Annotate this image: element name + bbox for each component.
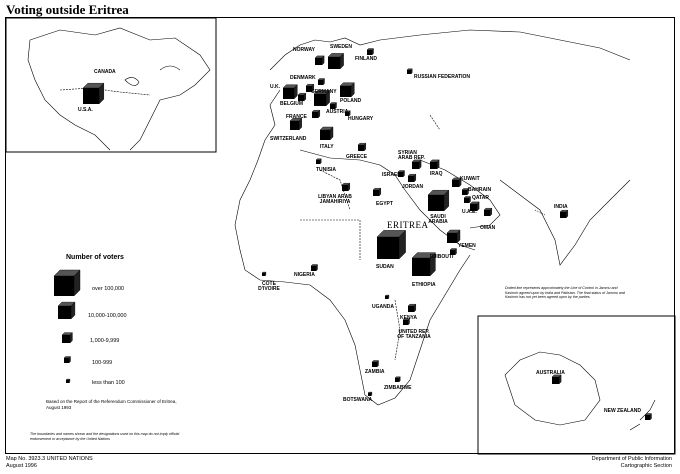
symbol-cote-divoire [262,272,266,276]
legend-label-3: 1,000-9,999 [90,338,120,344]
symbol-italy [320,127,333,140]
label-syria: SYRIAN ARAB REP. [398,150,425,161]
map-title: Voting outside Eritrea [6,2,129,17]
legend-symbol-1 [54,270,80,296]
label-norway: NORWAY [293,47,315,53]
symbol-zambia [372,361,379,368]
legend-title: Number of voters [66,254,124,261]
label-ethiopia: ETHIOPIA [412,282,436,288]
symbol-norway [315,56,324,65]
legend-symbol-3 [62,333,72,343]
symbol-saudi-arabia [428,190,449,211]
symbol-france [290,118,302,130]
label-cote-divoire: COTE D'IVOIRE [258,281,280,292]
label-sudan: SUDAN [376,264,394,270]
label-egypt: EGYPT [376,201,393,207]
legend-symbol-2 [58,302,75,319]
label-usa: U.S.A. [78,107,93,113]
symbol-switzerland [312,110,320,118]
label-poland: POLAND [340,98,362,104]
symbol-greece [358,143,366,151]
symbol-denmark [318,79,325,86]
kashmir-note: Dotted line represents approximately the Line of Control in Jammu and Kashmir agreed upon by India and Pakistan. The final status of Jammu and Kashmir has not yet been agreed upon by the parties. [505,286,625,300]
label-italy: ITALY [320,144,334,150]
label-austria: AUSTRIA [326,109,349,115]
symbol-syria [412,160,421,169]
symbol-oman [484,208,492,216]
legend-symbol-4 [64,357,71,364]
label-france: FRANCE [286,114,307,120]
label-saudi-arabia: SAUDI ARABIA [428,214,448,225]
symbol-zimbabwe [395,377,400,382]
label-canada: CANADA [94,69,116,75]
symbol-new-zealand [645,414,652,421]
department-credit [592,456,672,469]
label-bahrain: BAHRAIN [468,187,492,193]
symbol-australia [552,375,561,384]
symbol-qatar [464,197,471,204]
symbol-poland [340,83,354,97]
symbol-sweden [328,53,344,69]
symbol-botswana [368,392,372,396]
oceania-inset-frame [478,316,675,454]
label-belgium: BELGIUM [280,101,304,107]
symbol-nigeria [311,265,318,272]
label-hungary: HUNGARY [348,116,374,122]
label-uganda: UGANDA [372,304,394,310]
label-eritrea: ERITREA [387,220,429,230]
symbol-libya [342,183,350,191]
map-date: August 1996 [6,462,37,469]
label-greece: GREECE [346,154,368,160]
label-kenya: KENYA [400,315,418,321]
symbol-finland [367,49,374,56]
legend-symbol-5 [66,379,70,383]
symbol-tunisia [316,159,321,164]
label-zimbabwe: ZIMBABWE [384,385,412,391]
symbol-india [560,210,568,218]
label-germany: GERMANY [311,89,337,95]
label-kuwait: KUWAIT [460,176,480,182]
symbol-russia [407,69,412,74]
label-libya: LIBYAN ARAB JAMAHIRIYA [318,194,352,205]
source-note: Based on the Report of the Referendum Commissioner of Eritrea, August 1993 [46,399,177,410]
north-america-outline [28,28,210,150]
label-tanzania: UNITED REP. OF TANZANIA [397,329,431,340]
label-israel: ISRAEL [382,172,401,178]
label-russia: RUSSIAN FEDERATION [414,74,471,80]
symbol-kenya [408,304,416,312]
symbol-belgium [298,93,306,101]
label-switzerland: SWITZERLAND [270,136,307,142]
symbol-uk [283,85,297,99]
label-india: INDIA [554,204,568,210]
label-uk: U.K. [270,84,280,90]
label-sweden: SWEDEN [330,44,352,50]
label-yemen: YEMEN [458,243,476,249]
department-name: Department of Public Information [591,456,672,462]
section-name: Cartographic Section [620,462,672,469]
label-iraq: IRAQ [430,171,443,177]
label-tunisia: TUNISIA [316,167,336,173]
map-number [6,456,93,469]
legend-label-1: over 100,000 [92,286,125,292]
symbol-jordan [408,174,416,182]
legend-label-4: 100-999 [92,360,113,366]
symbol-sudan [377,230,406,259]
label-oman: OMAN [480,225,496,231]
label-qatar: QATAR [472,195,490,201]
map-number-text: Map No. 3923.3 UNITED NATIONS [6,456,93,462]
label-jordan: JORDAN [402,184,424,190]
symbol-iraq [430,160,439,169]
label-australia: AUSTRALIA [536,370,565,376]
oceania-outline [505,352,655,430]
label-nigeria: NIGERIA [294,272,315,278]
symbol-uganda [385,295,389,299]
label-new-zealand: NEW ZEALAND [604,408,641,414]
label-zambia: ZAMBIA [365,369,385,375]
legend-label-5: less than 100 [92,380,125,386]
symbol-usa [83,83,104,104]
label-djibouti: DJIBOUTI [430,254,454,260]
label-uae: U.A.E. [462,209,477,215]
label-finland: FINLAND [355,56,377,62]
label-denmark: DENMARK [290,75,316,81]
symbol-yemen [447,230,460,243]
symbol-egypt [373,188,381,196]
disclaimer-note: The boundaries and names shown and the designations used on this map do not imply official endorsement or acceptance by the United Nations [30,432,180,441]
label-botswana: BOTSWANA [343,397,373,403]
legend-label-2: 10,000-100,000 [88,313,127,319]
